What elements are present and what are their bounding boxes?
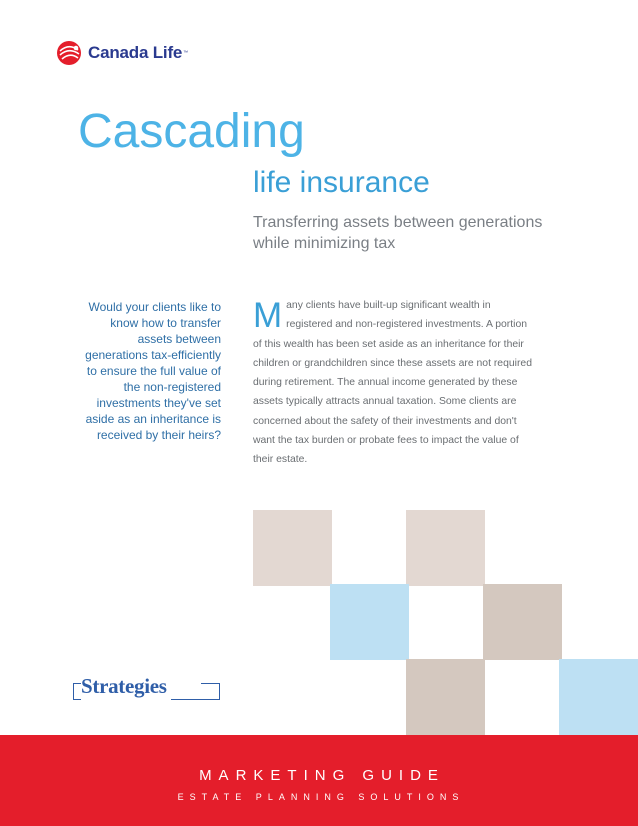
- decorative-square: [406, 510, 485, 586]
- canada-life-logo: [56, 38, 188, 68]
- page-title: Cascading: [78, 105, 305, 158]
- footer-title: MARKETING GUIDE: [199, 767, 445, 784]
- footer-subtitle: ESTATE PLANNING SOLUTIONS: [177, 792, 465, 802]
- decorative-square: [559, 659, 638, 735]
- footer-banner: [0, 735, 638, 826]
- decorative-square: [406, 659, 485, 735]
- brand-trademark: ™: [183, 50, 189, 56]
- tagline: Transferring assets between generations while minimizing tax: [253, 214, 543, 252]
- intro-paragraph: [253, 296, 533, 470]
- series-label: [73, 672, 219, 700]
- decorative-square: [253, 510, 332, 586]
- intro-text: any clients have built-up significant wealth in registered and non-registered investments. A portion of this wealth has been set aside as an inheritance for their children or grandchildren since these assets are not required during retirement. The annual income generated by these assets typically attracts annual taxation. Some clients are concerned about the safety of their investments and don't want the tax burden or probate fees to impact the value of their estate.: [253, 300, 532, 466]
- series-label-frame-edge: [73, 683, 81, 684]
- decorative-square: [330, 584, 409, 660]
- series-label-text: Strategies: [81, 672, 171, 700]
- page-subtitle-heading: life insurance: [253, 166, 430, 199]
- decorative-square: [483, 584, 562, 660]
- canada-life-emblem-icon: [56, 40, 82, 66]
- pull-quote: Would your clients like to know how to transfer assets between generations tax-efficiently to ensure the full value of the non-registered investments they've set aside as an inheritance is received by their heirs?: [85, 300, 221, 442]
- drop-cap: M: [253, 296, 283, 335]
- brand-name: Canada Life: [88, 43, 183, 62]
- series-label-frame-edge: [201, 683, 219, 684]
